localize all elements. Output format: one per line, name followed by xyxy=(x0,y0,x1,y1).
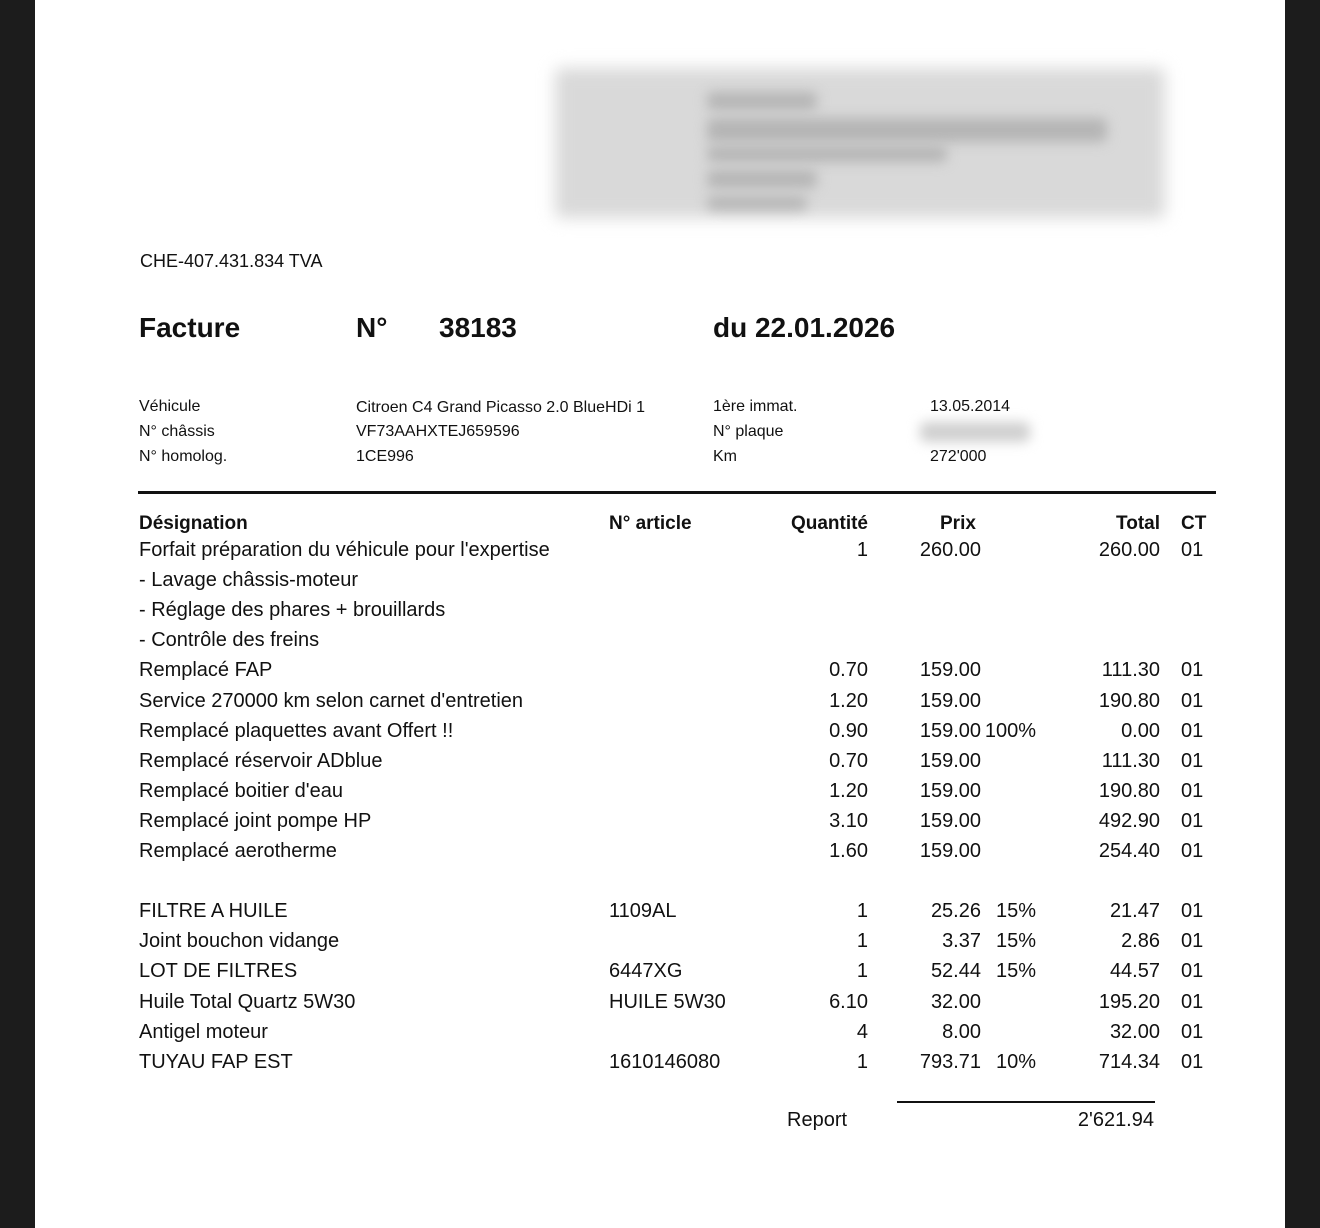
cell-total: 0.00 xyxy=(1121,720,1160,742)
cell-article: HUILE 5W30 xyxy=(609,991,726,1013)
cell-designation: TUYAU FAP EST xyxy=(139,1051,293,1073)
cell-designation: Remplacé plaquettes avant Offert !! xyxy=(139,720,454,742)
cell-discount: 15% xyxy=(995,960,1036,982)
cell-quantity: 1 xyxy=(856,960,868,982)
km-value: 272'000 xyxy=(930,448,987,465)
cell-price: 159.00 xyxy=(919,780,981,802)
cell-price: 159.00 xyxy=(919,840,981,862)
redacted-address-line xyxy=(707,146,947,162)
cell-total: 44.57 xyxy=(1109,960,1160,982)
cell-quantity: 1.60 xyxy=(829,840,868,862)
cell-total: 195.20 xyxy=(1098,991,1160,1013)
cell-total: 260.00 xyxy=(1098,539,1160,561)
invoice-number: 38183 xyxy=(439,312,517,343)
cell-ct: 01 xyxy=(1181,750,1204,772)
cell-total: 190.80 xyxy=(1098,690,1160,712)
cell-discount: 15% xyxy=(995,930,1036,952)
col-header-total: Total xyxy=(1116,513,1160,534)
cell-discount: 10% xyxy=(995,1051,1036,1073)
cell-article: 1109AL xyxy=(609,900,677,922)
cell-price: 159.00 xyxy=(919,750,981,772)
cell-quantity: 4 xyxy=(856,1021,868,1043)
cell-price: 793.71 xyxy=(919,1051,981,1073)
cell-designation: Remplacé joint pompe HP xyxy=(139,810,372,832)
cell-total: 32.00 xyxy=(1109,1021,1160,1043)
cell-price: 3.37 xyxy=(942,930,981,952)
cell-quantity: 0.70 xyxy=(829,750,868,772)
redacted-plate xyxy=(920,422,1030,442)
invoice-number-label: N° xyxy=(356,312,388,343)
col-header-quantity: Quantité xyxy=(790,513,868,534)
cell-quantity: 1 xyxy=(856,930,868,952)
cell-article: 6447XG xyxy=(609,960,683,982)
vehicle-label: Véhicule xyxy=(139,398,201,415)
cell-total: 111.30 xyxy=(1101,750,1160,772)
invoice-page xyxy=(35,0,1285,1228)
cell-discount: 100% xyxy=(984,720,1036,742)
header-divider xyxy=(138,491,1216,494)
cell-quantity: 1.20 xyxy=(829,780,868,802)
report-label: Report xyxy=(787,1109,848,1131)
redacted-address-line xyxy=(707,118,1107,142)
invoice-date: du 22.01.2026 xyxy=(713,312,896,343)
cell-designation: - Lavage châssis-moteur xyxy=(139,569,358,591)
cell-designation: Remplacé réservoir ADblue xyxy=(139,750,383,772)
registration-value: 13.05.2014 xyxy=(930,398,1011,415)
cell-total: 190.80 xyxy=(1098,780,1160,802)
cell-quantity: 1 xyxy=(856,900,868,922)
cell-designation: - Réglage des phares + brouillards xyxy=(139,599,446,621)
cell-designation: Service 270000 km selon carnet d'entretien xyxy=(139,690,524,712)
cell-price: 8.00 xyxy=(942,1021,981,1043)
chassis-value: VF73AAHXTEJ659596 xyxy=(356,423,520,440)
col-header-ct: CT xyxy=(1181,513,1207,534)
cell-price: 260.00 xyxy=(919,539,981,561)
cell-quantity: 1 xyxy=(856,539,868,561)
cell-price: 52.44 xyxy=(930,960,981,982)
cell-designation: Remplacé FAP xyxy=(139,659,273,681)
cell-quantity: 0.90 xyxy=(829,720,868,742)
cell-quantity: 3.10 xyxy=(829,810,868,832)
redacted-address-line xyxy=(707,92,817,110)
cell-ct: 01 xyxy=(1181,539,1204,561)
chassis-label: N° châssis xyxy=(139,423,215,440)
vat-number: CHE-407.431.834 TVA xyxy=(140,251,323,271)
homolog-label: N° homolog. xyxy=(139,448,228,465)
cell-ct: 01 xyxy=(1181,1051,1204,1073)
cell-price: 25.26 xyxy=(930,900,981,922)
cell-ct: 01 xyxy=(1181,810,1204,832)
cell-quantity: 6.10 xyxy=(829,991,868,1013)
cell-ct: 01 xyxy=(1181,960,1204,982)
redacted-address-line xyxy=(707,170,817,188)
cell-ct: 01 xyxy=(1181,1021,1204,1043)
cell-price: 159.00 xyxy=(919,659,981,681)
cell-quantity: 0.70 xyxy=(829,659,868,681)
vehicle-value: Citroen C4 Grand Picasso 2.0 BlueHDi 1 xyxy=(356,399,646,416)
cell-ct: 01 xyxy=(1181,690,1204,712)
homolog-value: 1CE996 xyxy=(356,448,414,465)
cell-designation: FILTRE A HUILE xyxy=(139,900,288,922)
cell-designation: Antigel moteur xyxy=(139,1021,268,1043)
cell-ct: 01 xyxy=(1181,840,1204,862)
cell-total: 254.40 xyxy=(1098,840,1160,862)
plate-label: N° plaque xyxy=(713,423,784,440)
redacted-address-line xyxy=(707,196,807,210)
redacted-address-background xyxy=(555,68,1165,218)
cell-price: 159.00 xyxy=(919,690,981,712)
cell-designation: Remplacé boitier d'eau xyxy=(139,780,343,802)
cell-designation: - Contrôle des freins xyxy=(139,629,320,651)
cell-quantity: 1.20 xyxy=(829,690,868,712)
invoice-title: Facture xyxy=(139,312,241,343)
col-header-price: Prix xyxy=(940,513,976,534)
cell-price: 159.00 xyxy=(919,810,981,832)
report-value: 2'621.94 xyxy=(1077,1109,1154,1131)
cell-total: 111.30 xyxy=(1101,659,1160,681)
km-label: Km xyxy=(713,448,737,465)
cell-total: 492.90 xyxy=(1098,810,1160,832)
cell-total: 714.34 xyxy=(1098,1051,1160,1073)
cell-total: 2.86 xyxy=(1121,930,1160,952)
registration-label: 1ère immat. xyxy=(713,398,798,415)
cell-ct: 01 xyxy=(1181,900,1204,922)
col-header-article: N° article xyxy=(609,513,692,534)
report-divider xyxy=(897,1101,1155,1103)
cell-ct: 01 xyxy=(1181,720,1204,742)
cell-article: 1610146080 xyxy=(609,1051,721,1073)
col-header-designation: Désignation xyxy=(139,513,248,534)
cell-ct: 01 xyxy=(1181,930,1204,952)
cell-ct: 01 xyxy=(1181,780,1204,802)
cell-price: 32.00 xyxy=(930,991,981,1013)
cell-ct: 01 xyxy=(1181,659,1204,681)
cell-total: 21.47 xyxy=(1109,900,1160,922)
cell-designation: Huile Total Quartz 5W30 xyxy=(139,991,356,1013)
cell-designation: LOT DE FILTRES xyxy=(139,960,298,982)
cell-designation: Joint bouchon vidange xyxy=(139,930,340,952)
cell-ct: 01 xyxy=(1181,991,1204,1013)
cell-designation: Remplacé aerotherme xyxy=(139,840,337,862)
cell-price: 159.00 xyxy=(919,720,981,742)
cell-quantity: 1 xyxy=(856,1051,868,1073)
cell-discount: 15% xyxy=(995,900,1036,922)
cell-designation: Forfait préparation du véhicule pour l'expertise xyxy=(139,539,550,561)
